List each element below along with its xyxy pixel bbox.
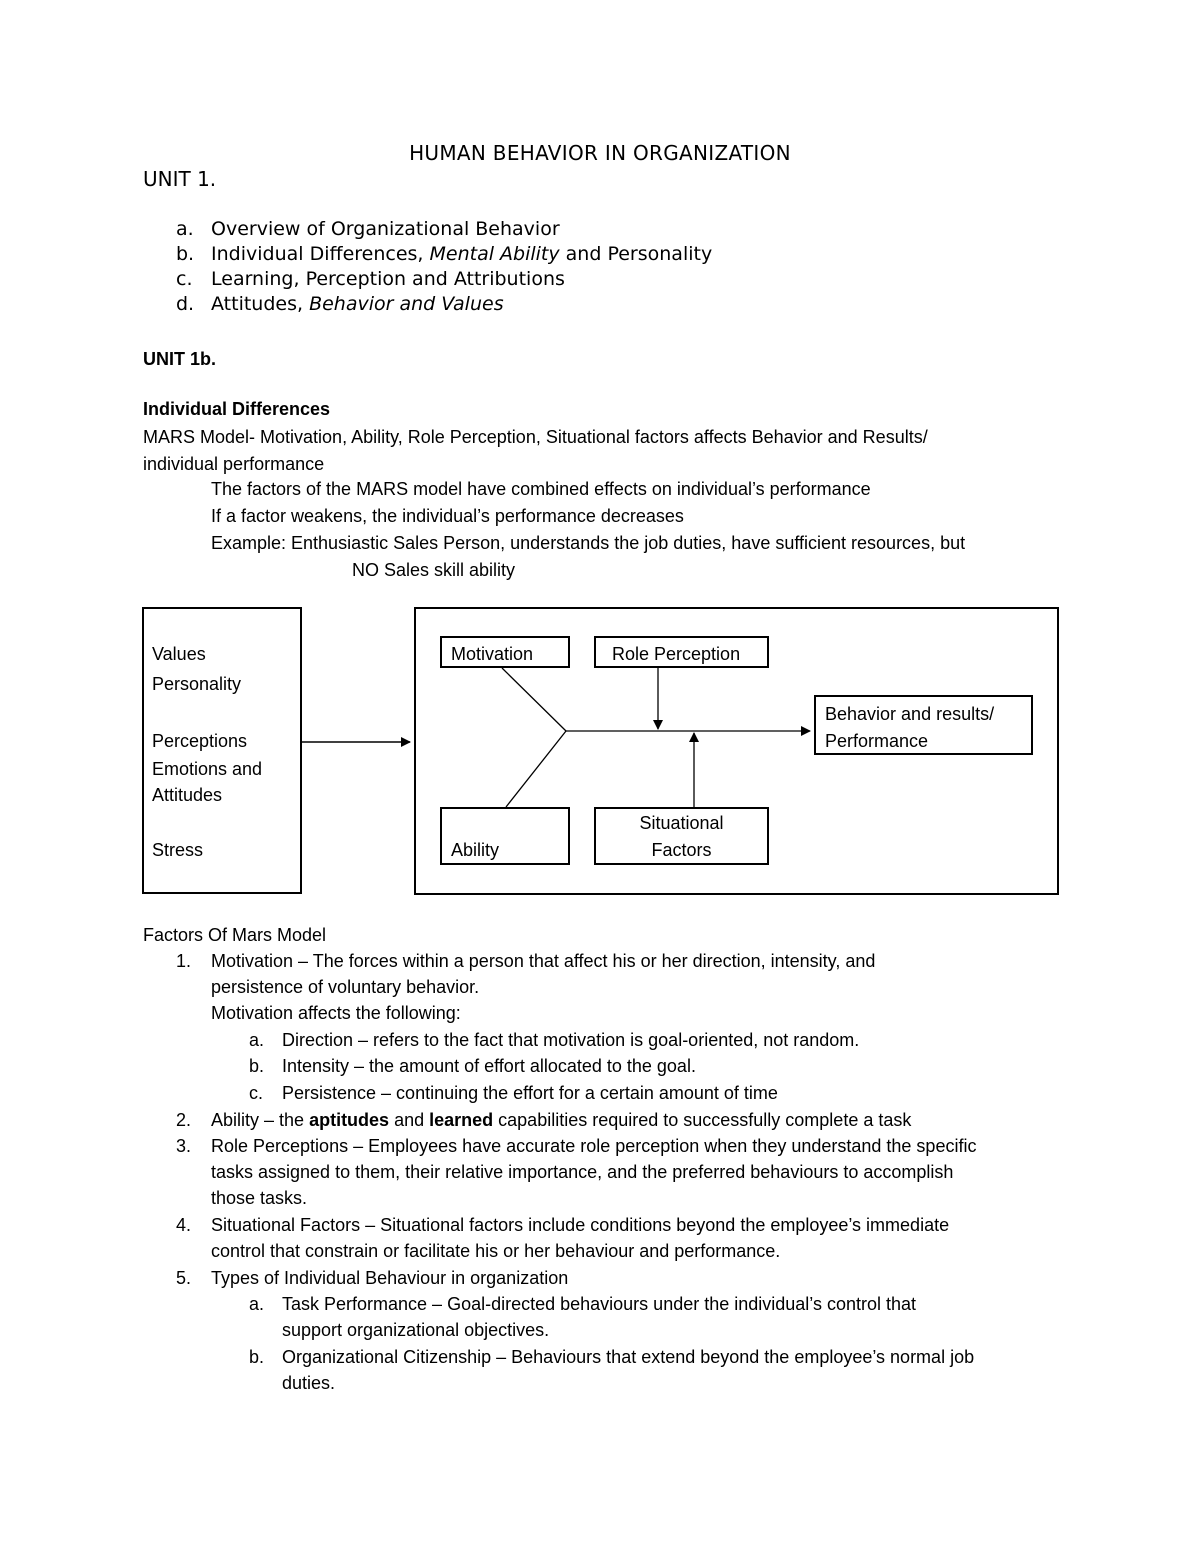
factor-number: 2.	[176, 1110, 192, 1130]
factor-number: 1.	[176, 951, 192, 971]
motivation-label: Motivation	[451, 644, 534, 664]
factor-text: Role Perceptions – Employees have accurate role perception when they understand the specific	[211, 1136, 977, 1156]
factors-heading: Factors Of Mars Model	[143, 925, 327, 945]
sub-letter: c.	[249, 1083, 264, 1103]
list-item: b. Individual Differences, Mental Ability and Personality	[176, 243, 713, 265]
sub-text: support organizational objectives.	[282, 1320, 550, 1340]
box-label: Personality	[152, 674, 242, 694]
box-label: Values	[152, 644, 206, 664]
factor-text: Types of Individual Behaviour in organization	[211, 1268, 569, 1288]
motivation-connector	[502, 668, 566, 731]
result-label: Behavior and results/	[825, 704, 995, 724]
box-label: Emotions and	[152, 759, 263, 779]
mars-note: Example: Enthusiastic Sales Person, understands the job duties, have sufficient resources, but	[211, 533, 966, 553]
sub-text: duties.	[282, 1373, 336, 1393]
list-item: c. Learning, Perception and Attributions	[176, 268, 565, 290]
list-item: d. Attitudes, Behavior and Values	[176, 293, 504, 315]
situational-label: Factors	[651, 840, 712, 860]
sub-text: Task Performance – Goal-directed behaviours under the individual’s control that	[282, 1294, 917, 1314]
factor-text: control that constrain or facilitate his or her behaviour and performance.	[211, 1241, 781, 1261]
box-label: Perceptions	[152, 731, 248, 751]
factor-number: 3.	[176, 1136, 192, 1156]
mars-note: If a factor weakens, the individual’s performance decreases	[211, 506, 684, 526]
result-label: Performance	[825, 731, 929, 751]
mars-note: NO Sales skill ability	[352, 560, 516, 580]
sub-letter: a.	[249, 1294, 265, 1314]
sub-letter: b.	[249, 1347, 265, 1367]
factor-text: Situational Factors – Situational factors include conditions beyond the employee’s immediate	[211, 1215, 950, 1235]
factor-number: 5.	[176, 1268, 192, 1288]
sub-text: Persistence – continuing the effort for a certain amount of time	[282, 1083, 778, 1103]
box-label: Attitudes	[152, 785, 223, 805]
list-item: a. Overview of Organizational Behavior	[176, 218, 560, 240]
situational-label: Situational	[639, 813, 724, 833]
role-perception-label: Role Perception	[612, 644, 741, 664]
ability-label: Ability	[451, 840, 500, 860]
factor-text: Motivation – The forces within a person that affect his or her direction, intensity, and	[211, 951, 876, 971]
mars-note: The factors of the MARS model have combined effects on individual’s performance	[211, 479, 871, 499]
factor-text: those tasks.	[211, 1188, 308, 1208]
sub-letter: b.	[249, 1056, 265, 1076]
sub-text: Organizational Citizenship – Behaviours that extend beyond the employee’s normal job	[282, 1347, 975, 1367]
document-title: HUMAN BEHAVIOR IN ORGANIZATION	[409, 141, 791, 165]
factor-text: Ability – the aptitudes and learned capabilities required to successfully complete a task	[211, 1110, 912, 1130]
factor-text: Motivation affects the following:	[211, 1003, 461, 1023]
ability-connector	[506, 731, 566, 807]
mars-definition-line: individual performance	[143, 454, 325, 474]
sub-letter: a.	[249, 1030, 265, 1050]
sub-text: Direction – refers to the fact that motivation is goal-oriented, not random.	[282, 1030, 860, 1050]
unit-1b-heading: UNIT 1b.	[143, 349, 217, 369]
mars-definition-line: MARS Model- Motivation, Ability, Role Perception, Situational factors affects Behavior and Results/	[143, 427, 928, 447]
section-heading: Individual Differences	[143, 399, 331, 419]
sub-text: Intensity – the amount of effort allocated to the goal.	[282, 1056, 696, 1076]
factor-text: persistence of voluntary behavior.	[211, 977, 480, 997]
unit-1-heading: UNIT 1.	[143, 167, 217, 191]
factor-text: tasks assigned to them, their relative importance, and the preferred behaviours to accomplish	[211, 1162, 954, 1182]
box-label: Stress	[152, 840, 204, 860]
factor-number: 4.	[176, 1215, 192, 1235]
